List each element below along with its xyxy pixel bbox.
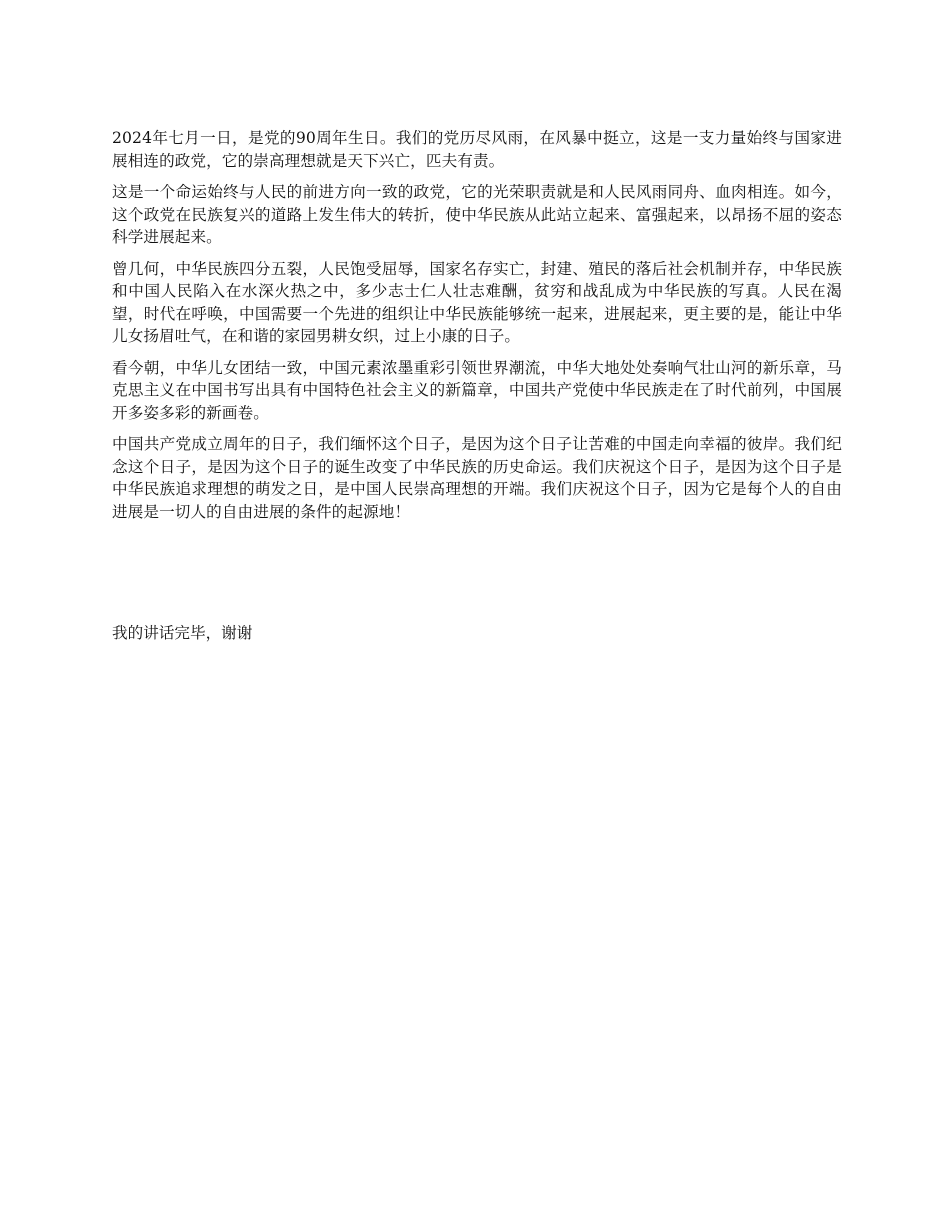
paragraph-5: 中国共产党成立周年的日子，我们缅怀这个日子，是因为这个日子让苦难的中国走向幸福的彼岸。我们纪念这个日子，是因为这个日子的诞生改变了中华民族的历史命运。我们庆祝这个日子，是因为这个日子是中华民族追求理想的萌发之日，是中国人民崇高理想的开端。我们庆祝这个日子，因为它是每个人的自由进展是一切人的自由进展的条件的起源地！ — [112, 435, 842, 521]
paragraph-4: 看今朝，中华儿女团结一致，中国元素浓墨重彩引领世界潮流，中华大地处处奏响气壮山河的新乐章，马克思主义在中国书写出具有中国特色社会主义的新篇章，中国共产党使中华民族走在了时代前列，中国展开多姿多彩的新画卷。 — [112, 358, 842, 422]
paragraph-1: 2024年七月一日，是党的90周年生日。我们的党历尽风雨，在风暴中挺立，这是一支力量始终与国家进展相连的政党，它的崇高理想就是天下兴亡，匹夫有责。 — [112, 129, 842, 170]
document-body — [112, 127, 842, 532]
closing-line: 我的讲话完毕，谢谢 — [112, 624, 253, 642]
paragraph-3: 曾几何，中华民族四分五裂，人民饱受屈辱，国家名存实亡，封建、殖民的落后社会机制并存，中华民族和中国人民陷入在水深火热之中，多少志士仁人壮志难酬，贫穷和战乱成为中华民族的写真。人民在渴望，时代在呼唤，中国需要一个先进的组织让中华民族能够统一起来，进展起来，更主要的是，能让中华儿女扬眉吐气，在和谐的家园男耕女织，过上小康的日子。 — [112, 259, 842, 345]
paragraph-2: 这是一个命运始终与人民的前进方向一致的政党，它的光荣职责就是和人民风雨同舟、血肉相连。如今，这个政党在民族复兴的道路上发生伟大的转折，使中华民族从此站立起来、富强起来，以昂扬不屈的姿态科学进展起来。 — [112, 183, 842, 246]
